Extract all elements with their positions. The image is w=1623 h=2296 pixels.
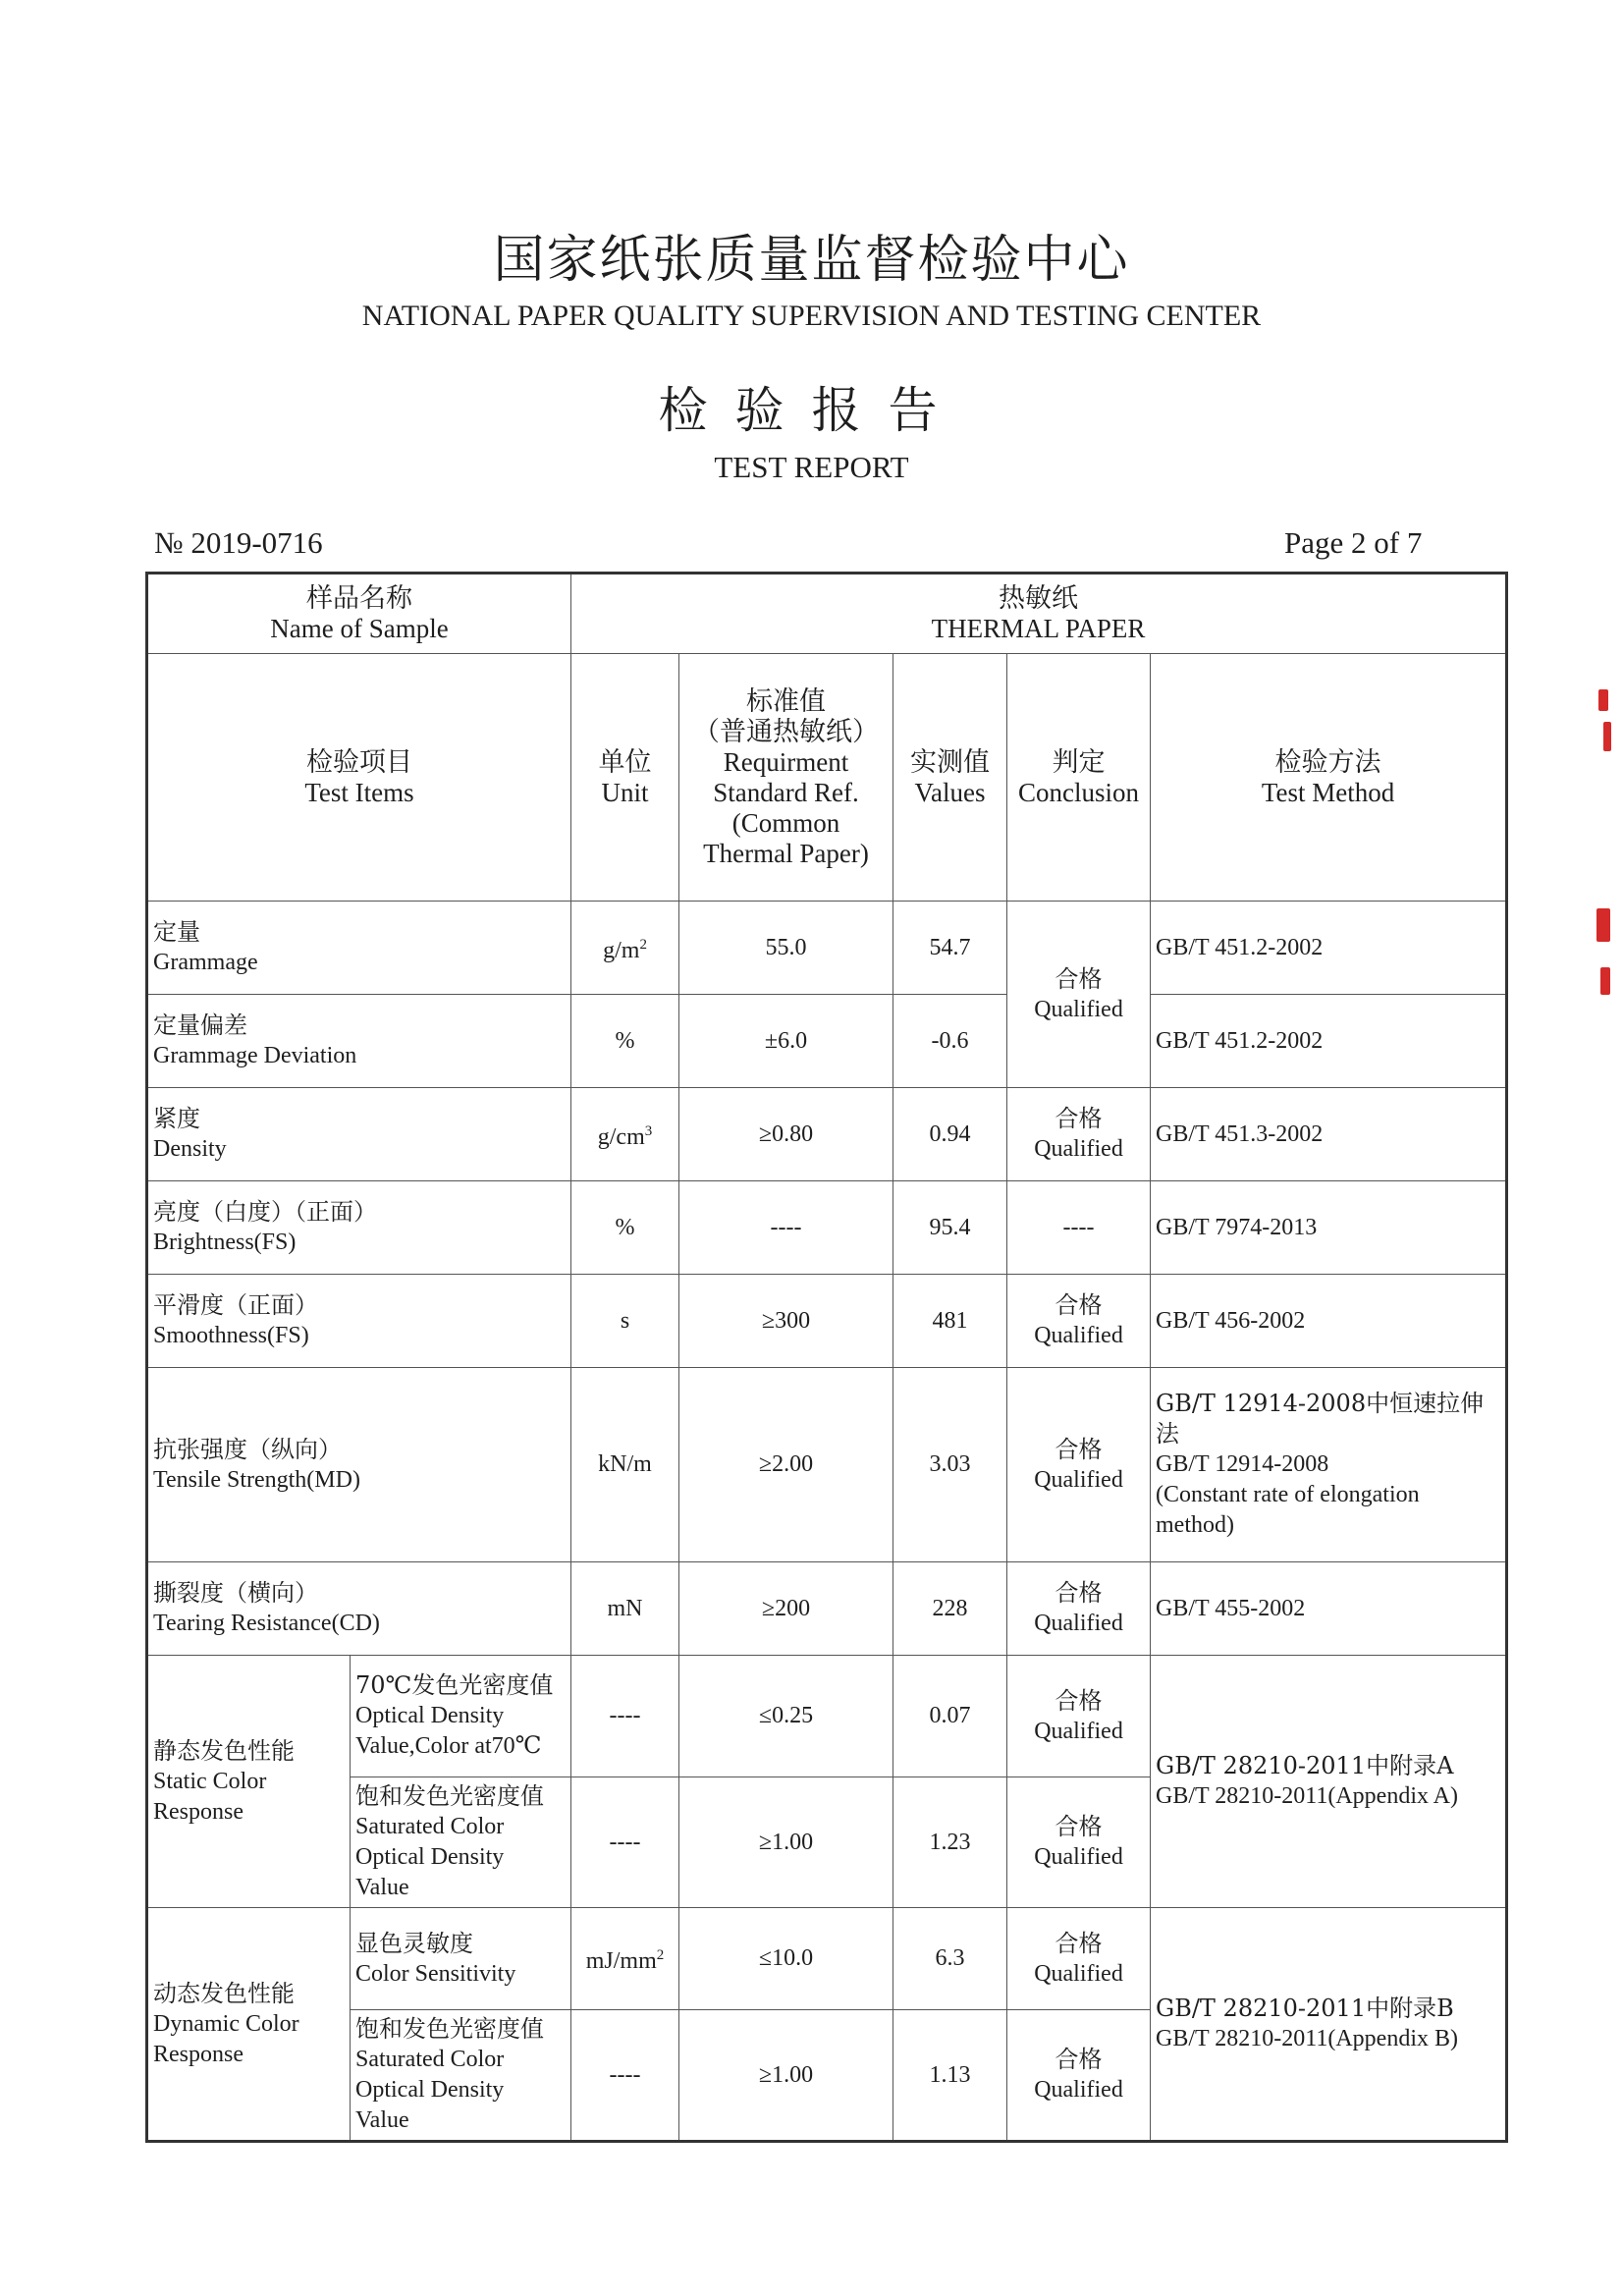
unit-cell: s bbox=[571, 1275, 679, 1368]
conclusion-cell: 合格 Qualified bbox=[1007, 1368, 1151, 1562]
stamp-edge-mark bbox=[1603, 722, 1611, 751]
requirement-cell: ≥200 bbox=[679, 1562, 893, 1656]
value-cell: -0.6 bbox=[893, 995, 1007, 1088]
stamp-edge-mark bbox=[1596, 908, 1610, 942]
method-cell: GB/T 455-2002 bbox=[1151, 1562, 1507, 1656]
method-cell: GB/T 456-2002 bbox=[1151, 1275, 1507, 1368]
table-row bbox=[147, 1275, 1507, 1368]
page-indicator: Page 2 of 7 bbox=[1284, 525, 1423, 560]
requirement-cell: ≥1.00 bbox=[679, 2010, 893, 2142]
unit-cell: ---- bbox=[571, 2010, 679, 2142]
stamp-edge-mark bbox=[1598, 689, 1608, 711]
column-header-row bbox=[147, 654, 1507, 902]
conclusion-cell: 合格 Qualified bbox=[1007, 1656, 1151, 1777]
unit-cell: $mJ/mm^2$ bbox=[571, 1908, 679, 2010]
header-test-method: 检验方法 Test Method bbox=[1151, 654, 1507, 902]
requirement-cell: ≥2.00 bbox=[679, 1368, 893, 1562]
item-smoothness: 平滑度（正面） Smoothness(FS) bbox=[147, 1275, 571, 1368]
subitem-saturated-optical-density-dynamic: 饱和发色光密度值 Saturated Color Optical Density Value bbox=[351, 2010, 571, 2142]
conclusion-cell: 合格 Qualified bbox=[1007, 1777, 1151, 1908]
unit-cell: $g/cm^3$ bbox=[571, 1088, 679, 1181]
method-cell: GB/T 12914-2008中恒速拉伸法 GB/T 12914-2008 (Constant rate of elongation method) bbox=[1151, 1368, 1507, 1562]
sample-name: 热敏纸 THERMAL PAPER bbox=[571, 574, 1507, 654]
item-dynamic-color-response: 动态发色性能 Dynamic Color Response bbox=[147, 1908, 351, 2142]
item-brightness: 亮度（白度）（正面） Brightness(FS) bbox=[147, 1181, 571, 1275]
table-row bbox=[147, 1368, 1507, 1562]
item-grammage-deviation: 定量偏差 Grammage Deviation bbox=[147, 995, 571, 1088]
item-tearing-resistance: 撕裂度（横向） Tearing Resistance(CD) bbox=[147, 1562, 571, 1656]
unit-cell: ---- bbox=[571, 1656, 679, 1777]
report-title-cn: 检验报告 bbox=[658, 382, 965, 439]
stamp-edge-mark bbox=[1600, 967, 1610, 995]
table-row bbox=[147, 1908, 1507, 2010]
requirement-cell: ≥0.80 bbox=[679, 1088, 893, 1181]
requirement-cell: ≥1.00 bbox=[679, 1777, 893, 1908]
sample-row bbox=[147, 574, 1507, 654]
unit-cell: ---- bbox=[571, 1777, 679, 1908]
unit-cell: % bbox=[571, 995, 679, 1088]
header-requirement: 标准值 （普通热敏纸） Requirment Standard Ref. (Common Thermal Paper) bbox=[679, 654, 893, 902]
unit-cell: $g/m^2$ bbox=[571, 902, 679, 995]
method-cell: GB/T 451.3-2002 bbox=[1151, 1088, 1507, 1181]
header-test-items: 检验项目 Test Items bbox=[147, 654, 571, 902]
item-static-color-response: 静态发色性能 Static Color Response bbox=[147, 1656, 351, 1908]
item-tensile-strength: 抗张强度（纵向） Tensile Strength(MD) bbox=[147, 1368, 571, 1562]
value-cell: 95.4 bbox=[893, 1181, 1007, 1275]
report-number: № 2019-0716 bbox=[154, 525, 323, 560]
subitem-optical-density-70c: 70℃发色光密度值 Optical Density Value,Color at70℃ bbox=[351, 1656, 571, 1777]
report-title-en: TEST REPORT bbox=[714, 450, 909, 484]
conclusion-cell: 合格 Qualified bbox=[1007, 1275, 1151, 1368]
subitem-saturated-optical-density: 饱和发色光密度值 Saturated Color Optical Density Value bbox=[351, 1777, 571, 1908]
requirement-cell: ≥300 bbox=[679, 1275, 893, 1368]
value-cell: 0.07 bbox=[893, 1656, 1007, 1777]
method-cell: GB/T 7974-2013 bbox=[1151, 1181, 1507, 1275]
sample-label: 样品名称 Name of Sample bbox=[147, 574, 571, 654]
requirement-cell: ≤10.0 bbox=[679, 1908, 893, 2010]
unit-cell: mN bbox=[571, 1562, 679, 1656]
conclusion-cell: 合格 Qualified bbox=[1007, 1908, 1151, 2010]
requirement-cell: 55.0 bbox=[679, 902, 893, 995]
table-row bbox=[147, 1656, 1507, 1777]
requirement-cell: ≤0.25 bbox=[679, 1656, 893, 1777]
value-cell: 228 bbox=[893, 1562, 1007, 1656]
requirement-cell: ±6.0 bbox=[679, 995, 893, 1088]
item-grammage: 定量 Grammage bbox=[147, 902, 571, 995]
table-row bbox=[147, 1181, 1507, 1275]
conclusion-cell: 合格 Qualified bbox=[1007, 2010, 1151, 2142]
value-cell: 6.3 bbox=[893, 1908, 1007, 2010]
method-cell: GB/T 451.2-2002 bbox=[1151, 902, 1507, 995]
item-density: 紧度 Density bbox=[147, 1088, 571, 1181]
value-cell: 0.94 bbox=[893, 1088, 1007, 1181]
conclusion-cell: 合格 Qualified bbox=[1007, 902, 1151, 1088]
method-cell: GB/T 28210-2011中附录B GB/T 28210-2011(Appendix B) bbox=[1151, 1908, 1507, 2142]
test-results-table bbox=[145, 572, 1508, 2143]
conclusion-cell: 合格 Qualified bbox=[1007, 1562, 1151, 1656]
conclusion-cell: ---- bbox=[1007, 1181, 1151, 1275]
header-conclusion: 判定 Conclusion bbox=[1007, 654, 1151, 902]
organization-title-cn: 国家纸张质量监督检验中心 bbox=[493, 231, 1130, 290]
unit-cell: % bbox=[571, 1181, 679, 1275]
table-row bbox=[147, 902, 1507, 995]
organization-title-en: NATIONAL PAPER QUALITY SUPERVISION AND TESTING CENTER bbox=[361, 300, 1262, 332]
table-row bbox=[147, 1562, 1507, 1656]
value-cell: 54.7 bbox=[893, 902, 1007, 995]
conclusion-cell: 合格 Qualified bbox=[1007, 1088, 1151, 1181]
unit-cell: kN/m bbox=[571, 1368, 679, 1562]
subitem-color-sensitivity: 显色灵敏度 Color Sensitivity bbox=[351, 1908, 571, 2010]
table-row bbox=[147, 1088, 1507, 1181]
header-unit: 单位 Unit bbox=[571, 654, 679, 902]
value-cell: 1.23 bbox=[893, 1777, 1007, 1908]
table-row bbox=[147, 995, 1507, 1088]
method-cell: GB/T 28210-2011中附录A GB/T 28210-2011(Appendix A) bbox=[1151, 1656, 1507, 1908]
requirement-cell: ---- bbox=[679, 1181, 893, 1275]
value-cell: 3.03 bbox=[893, 1368, 1007, 1562]
header-values: 实测值 Values bbox=[893, 654, 1007, 902]
method-cell: GB/T 451.2-2002 bbox=[1151, 995, 1507, 1088]
value-cell: 481 bbox=[893, 1275, 1007, 1368]
value-cell: 1.13 bbox=[893, 2010, 1007, 2142]
